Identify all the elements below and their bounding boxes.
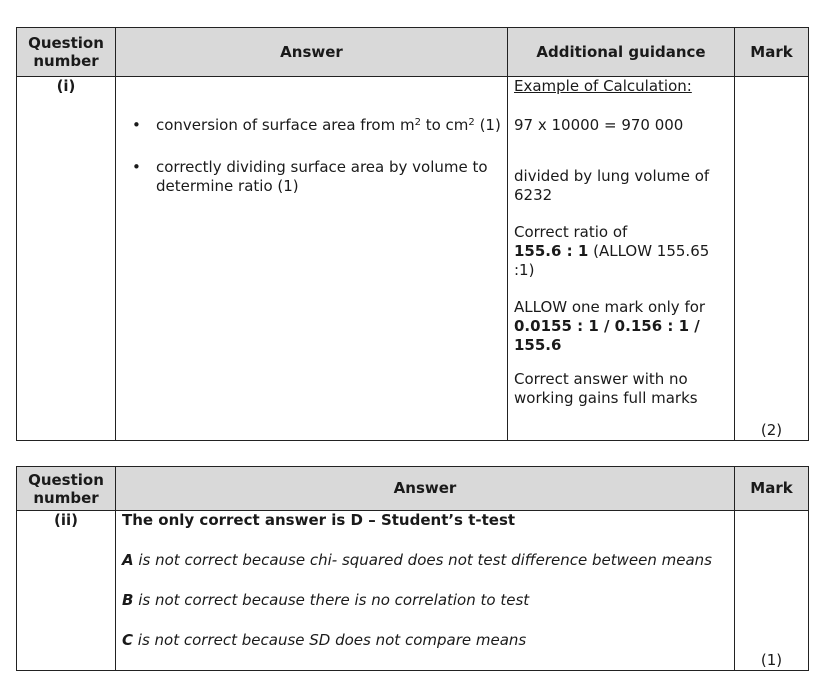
answer-cell-i: [116, 77, 508, 441]
mark-ii: (1): [735, 511, 809, 671]
header-mark: Mark: [735, 467, 809, 511]
question-number-ii: (ii): [17, 511, 116, 671]
header-mark: Mark: [735, 28, 809, 77]
mark-scheme-table-i: [16, 27, 809, 441]
distractor-b: B is not correct because there is no correlation to test: [122, 591, 530, 609]
header-additional-guidance: Additional guidance: [508, 28, 735, 77]
header-answer: Answer: [116, 467, 735, 511]
header-question-number: Question number: [17, 467, 116, 511]
correct-ratio: Correct ratio of 155.6 : 1 (ALLOW 155.65 :1): [514, 223, 710, 279]
correct-answer: The only correct answer is D – Student’s t-test: [122, 511, 516, 529]
example-heading: Example of Calculation:: [514, 77, 692, 95]
mark-scheme-table-ii: [16, 466, 809, 671]
header-answer: Answer: [116, 28, 508, 77]
mark-i: (2): [735, 77, 809, 441]
guidance-cell-i: [508, 77, 735, 441]
no-working-note: Correct answer with no working gains full marks: [514, 370, 698, 407]
distractor-a: A is not correct because chi- squared does not test difference between means: [122, 551, 712, 569]
answer-cell-ii: [116, 511, 735, 671]
header-question-number: Question number: [17, 28, 116, 77]
divided-by-volume: divided by lung volume of 6232: [514, 167, 710, 204]
question-number-i: (i): [17, 77, 116, 441]
distractor-c: C is not correct because SD does not compare means: [122, 631, 527, 649]
answer-point-dividing: • correctly dividing surface area by volume to determine ratio (1): [122, 158, 501, 196]
calculation-line: 97 x 10000 = 970 000: [514, 116, 684, 134]
allow-one-mark: ALLOW one mark only for 0.0155 : 1 / 0.156 : 1 / 155.6: [514, 298, 706, 354]
answer-point-conversion: • conversion of surface area from $m^2$ to $cm^2$ (1): [122, 116, 501, 135]
